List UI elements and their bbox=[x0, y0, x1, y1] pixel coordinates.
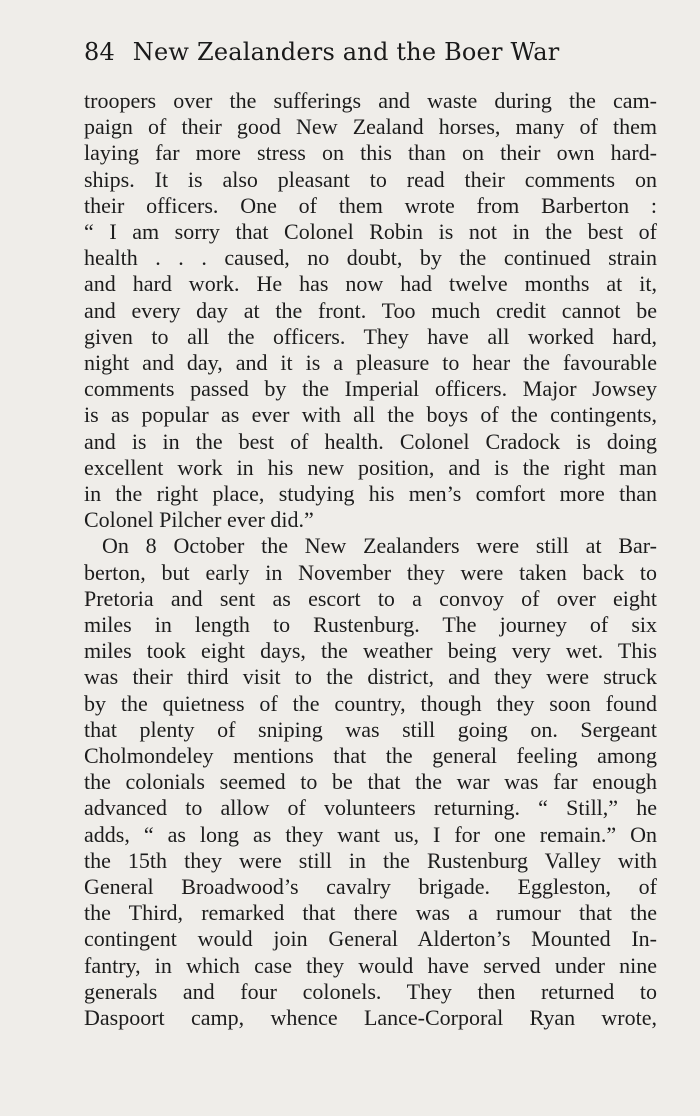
text-line: their officers. One of them wrote from Barberton : bbox=[84, 192, 657, 218]
text-line: comments passed by the Imperial officers. Major Jowsey bbox=[84, 376, 657, 402]
text-line: and every day at the front. Too much credit cannot be bbox=[84, 297, 657, 323]
text-line: generals and four colonels. They then returned to bbox=[84, 978, 657, 1004]
text-line: by the quietness of the country, though they soon found bbox=[84, 690, 657, 716]
text-line: and hard work. He has now had twelve months at it, bbox=[84, 271, 657, 297]
text-line: health . . . caused, no doubt, by the continued strain bbox=[84, 245, 657, 271]
text-line: the 15th they were still in the Rustenburg Valley with bbox=[84, 847, 657, 873]
text-line: night and day, and it is a pleasure to hear the favourable bbox=[84, 350, 657, 375]
text-line: miles took eight days, the weather being very wet. This bbox=[84, 638, 657, 664]
running-head bbox=[84, 38, 614, 74]
text-line: is as popular as ever with all the boys of the contingents, bbox=[84, 402, 657, 428]
text-line: “ I am sorry that Colonel Robin is not in the best of bbox=[84, 219, 657, 244]
text-line: berton, but early in November they were taken back to bbox=[84, 559, 657, 585]
text-line: troopers over the sufferings and waste during the cam- bbox=[84, 88, 657, 113]
text-line: the Third, remarked that there was a rumour that the bbox=[84, 900, 657, 926]
text-line: and is in the best of health. Colonel Cradock is doing bbox=[84, 428, 657, 454]
text-line: excellent work in his new position, and is the right man bbox=[84, 454, 657, 480]
page-number: 84 bbox=[84, 38, 115, 66]
text-line: laying far more stress on this than on their own hard- bbox=[84, 140, 657, 166]
text-line: was their third visit to the district, and they were struck bbox=[84, 664, 657, 690]
text-line: given to all the officers. They have all worked hard, bbox=[84, 323, 657, 349]
text-line: contingent would join General Alderton’s Mounted In- bbox=[84, 926, 657, 952]
text-line: fantry, in which case they would have served under nine bbox=[84, 952, 657, 978]
text-line: the colonials seemed to be that the war was far enough bbox=[84, 769, 657, 795]
text-line: Colonel Pilcher ever did.” bbox=[84, 507, 314, 533]
text-line: in the right place, studying his men’s comfort more than bbox=[84, 481, 657, 506]
paragraph-first-line: On 8 October the New Zealanders were still at Bar- bbox=[102, 533, 657, 559]
text-line: miles in length to Rustenburg. The journey of six bbox=[84, 612, 657, 637]
text-line: ships. It is also pleasant to read their comments on bbox=[84, 166, 657, 192]
text-line: that plenty of sniping was still going on. Sergeant bbox=[84, 716, 657, 742]
text-line: General Broadwood’s cavalry brigade. Eggleston, of bbox=[84, 874, 657, 899]
text-line: paign of their good New Zealand horses, many of them bbox=[84, 114, 657, 140]
text-line: adds, “ as long as they want us, I for one remain.” On bbox=[84, 821, 657, 847]
running-title: New Zealanders and the Boer War bbox=[132, 38, 560, 66]
text-line: Daspoort camp, whence Lance-Corporal Ryan wrote, bbox=[84, 1005, 657, 1030]
text-line: advanced to allow of volunteers returning. “ Still,” he bbox=[84, 795, 657, 821]
text-line: Pretoria and sent as escort to a convoy of over eight bbox=[84, 585, 657, 611]
text-line: Cholmondeley mentions that the general feeling among bbox=[84, 743, 657, 768]
